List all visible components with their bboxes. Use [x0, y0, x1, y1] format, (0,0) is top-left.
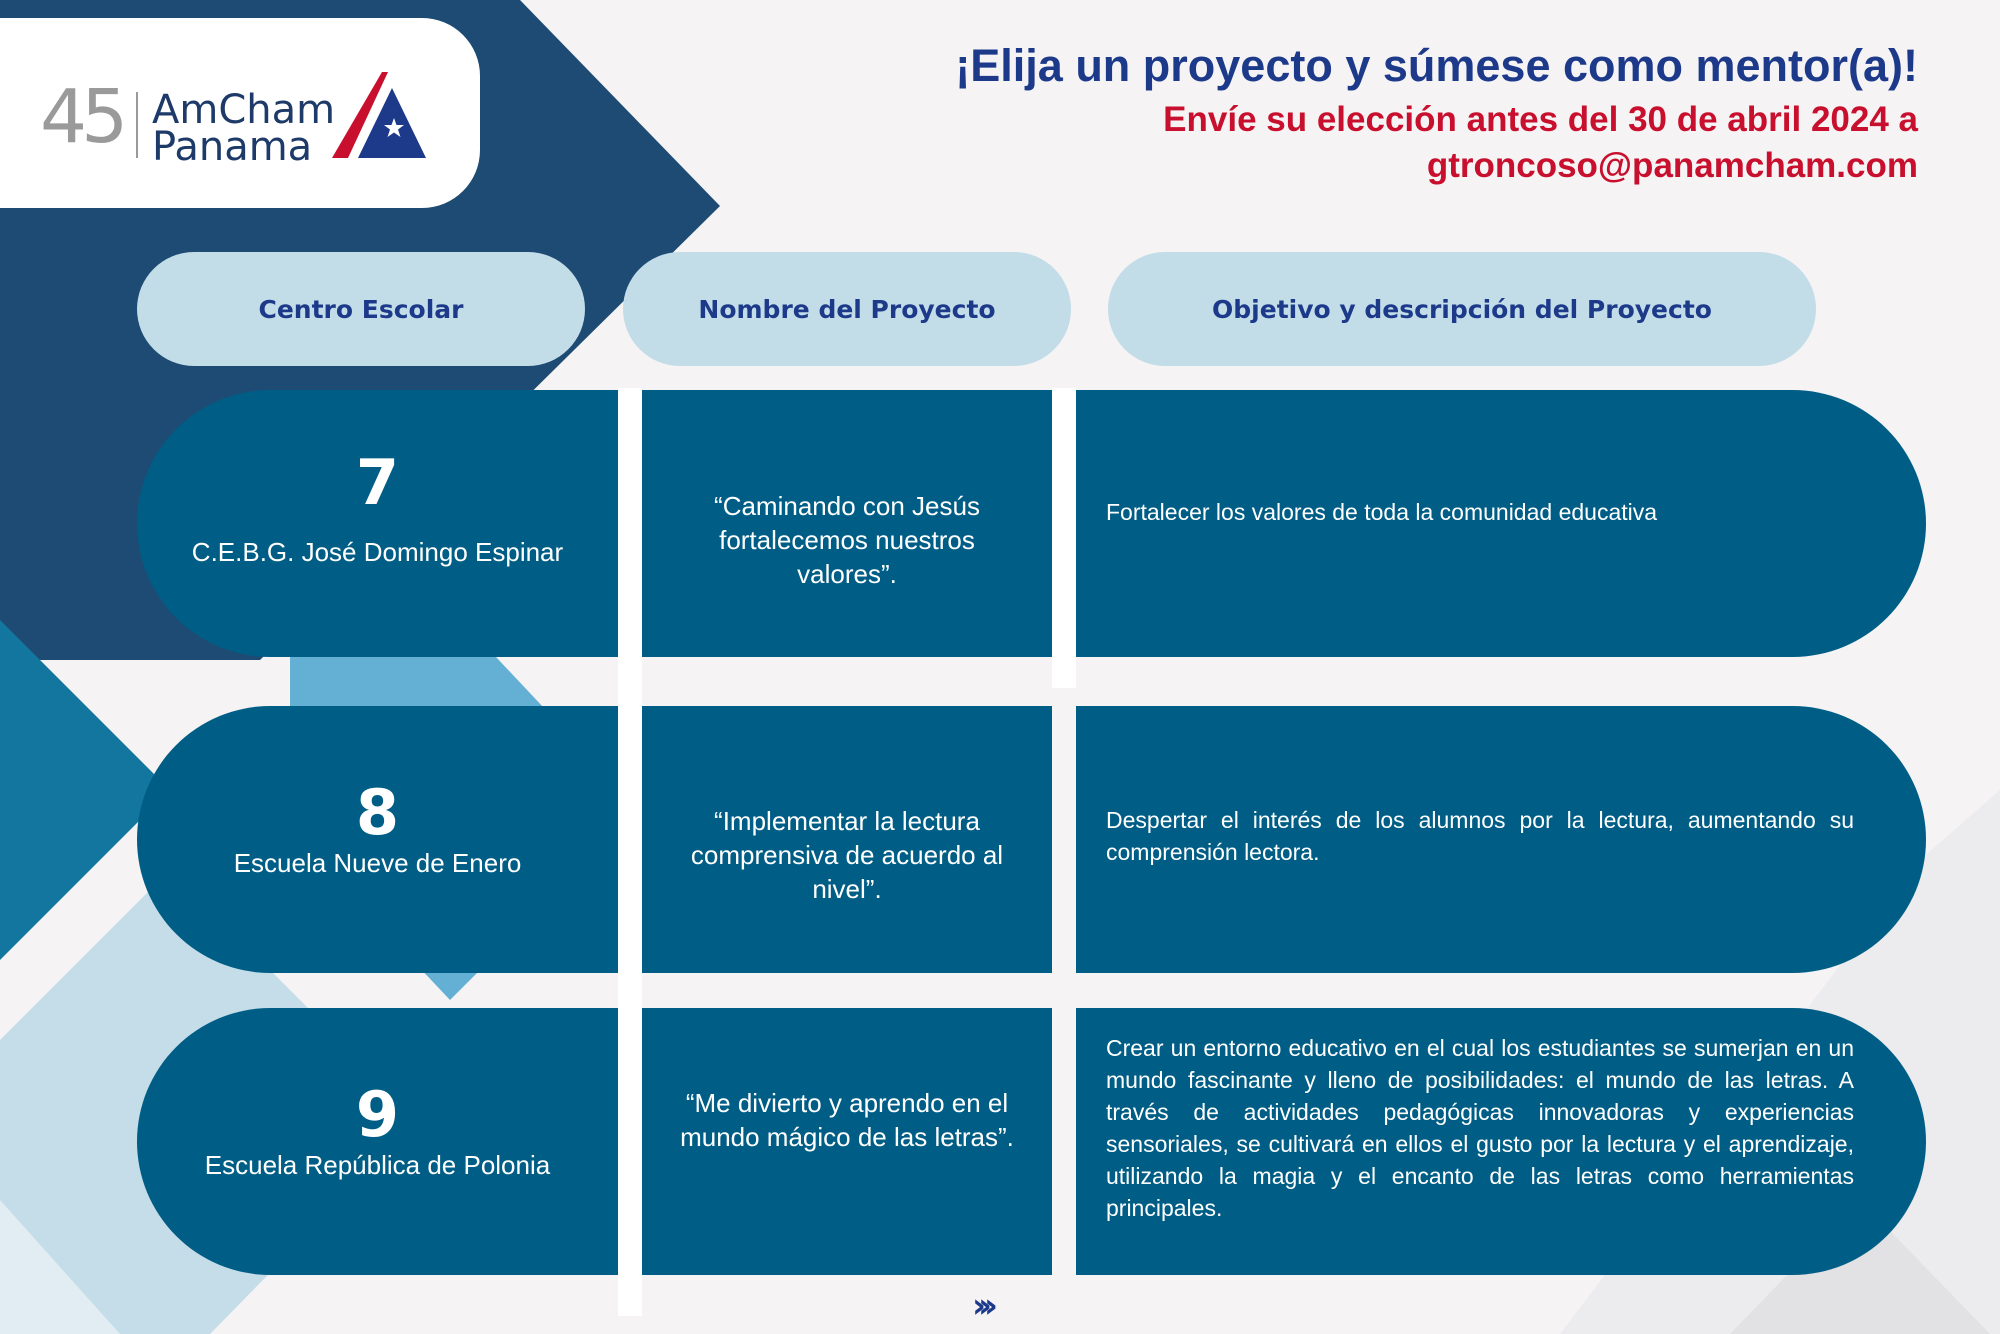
- contact-email-link[interactable]: gtroncoso@panamcham.com: [1426, 146, 1918, 185]
- project-name-cell: [642, 390, 1052, 657]
- project-name: “Implementar la lectura comprensiva de acuerdo al nivel”.: [690, 806, 1004, 904]
- logo-wordmark-line1: AmCham: [152, 87, 336, 133]
- school-name: Escuela República de Polonia: [204, 1150, 551, 1180]
- project-number: 9: [355, 1078, 400, 1151]
- objective-cell: [1076, 390, 1926, 657]
- school-name: Escuela Nueve de Enero: [233, 848, 522, 878]
- project-name-cell: [642, 706, 1052, 973]
- column-header-project-name: Nombre del Proyecto: [623, 252, 1071, 366]
- project-name: “Me divierto y aprendo en el mundo mágico de las letras”.: [680, 1088, 1014, 1152]
- amcham-triangle-logo-icon: [330, 70, 426, 160]
- project-number: 7: [355, 446, 400, 519]
- deadline-text: Envíe su elección antes del 30 de abril 2024 a: [1163, 100, 1918, 139]
- logo-anniversary-number: 45: [40, 74, 123, 160]
- school-name: C.E.B.G. José Domingo Espinar: [191, 537, 564, 567]
- school-cell: [137, 1008, 618, 1275]
- project-name: “Caminando con Jesús fortalecemos nuestros valores”.: [714, 491, 980, 589]
- chevrons-right-icon[interactable]: ›››: [972, 1286, 991, 1326]
- objective-text: Crear un entorno educativo en el cual los estudiantes se sumerjan en un mundo fascinante y lleno de posibilidades: el mundo de las letras. A través de actividades pedagógicas innovadoras y experiencias sensoriales, se cultivará en ellos el gusto por la lectura y el aprendizaje, utilizando la magia y el encanto de las letras como herramientas principales.: [1106, 1035, 1854, 1221]
- objective-text: Fortalecer los valores de toda la comunidad educativa: [1106, 499, 1658, 525]
- logo-divider: [136, 92, 138, 158]
- school-cell: [137, 706, 618, 973]
- page-title: ¡Elija un proyecto y súmese como mentor(a)!: [955, 40, 1918, 91]
- column-header-school: Centro Escolar: [137, 252, 585, 366]
- project-name-cell: [642, 1008, 1052, 1275]
- objective-text: Despertar el interés de los alumnos por la lectura, aumentando su comprensión lectora.: [1106, 807, 1854, 865]
- project-number: 8: [355, 776, 400, 849]
- column-header-objective: Objetivo y descripción del Proyecto: [1108, 252, 1816, 366]
- objective-cell: [1076, 706, 1926, 973]
- school-cell: [137, 390, 618, 657]
- logo-wordmark-line2: Panama: [152, 124, 313, 170]
- objective-cell: [1076, 1008, 1926, 1275]
